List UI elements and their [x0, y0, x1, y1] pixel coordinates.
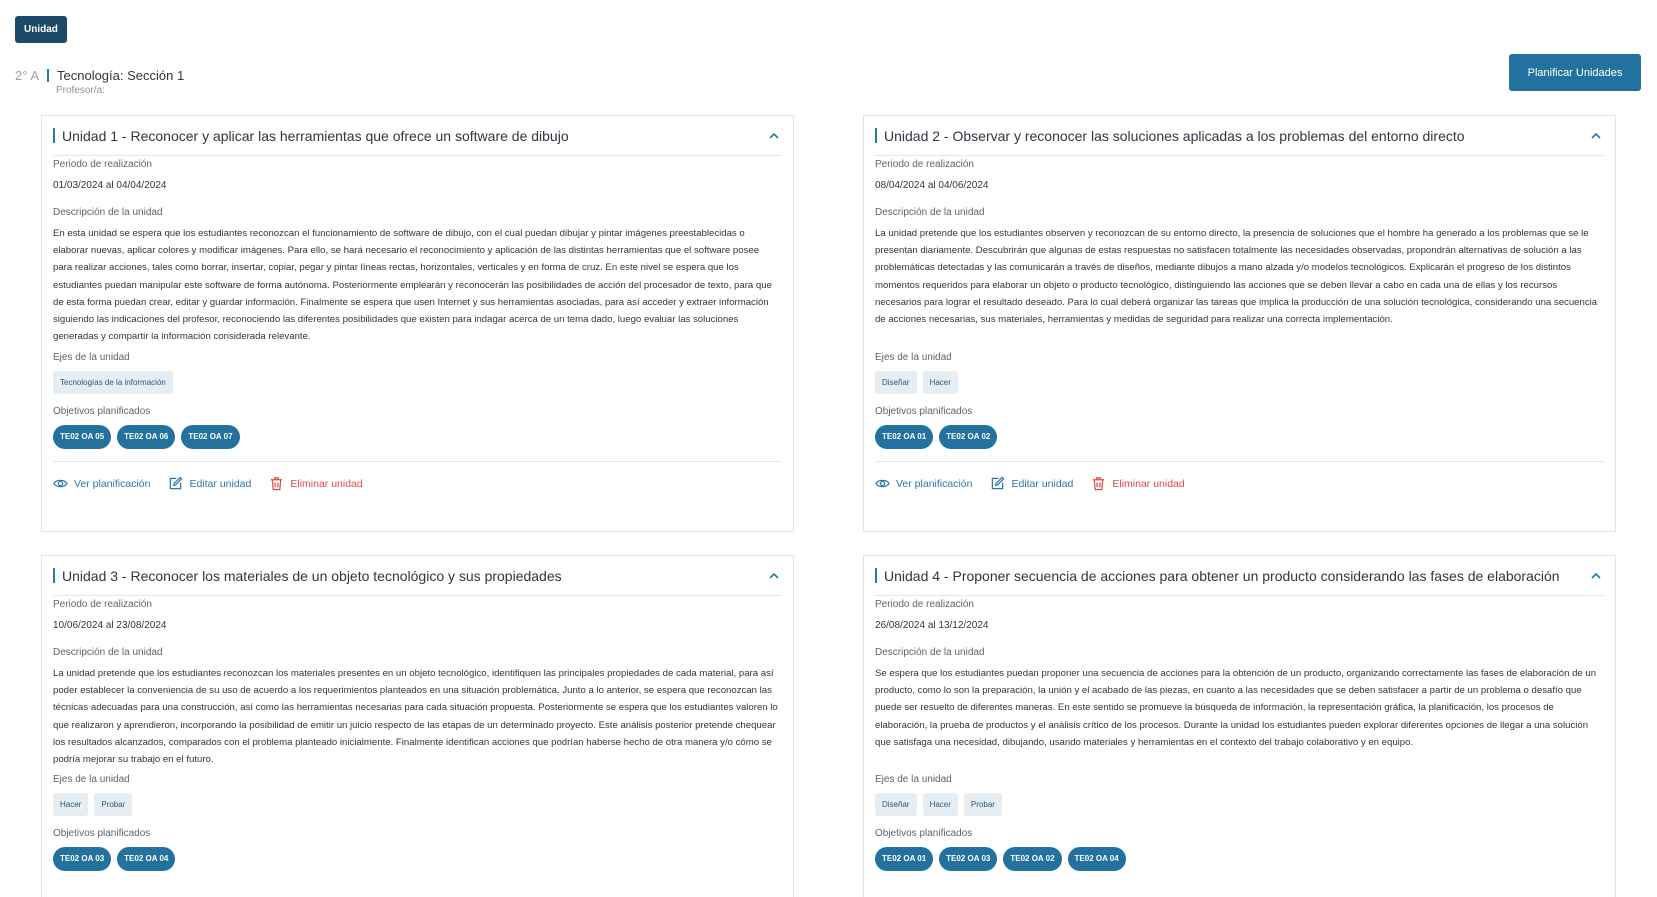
chevron-up-icon[interactable] [767, 569, 781, 583]
view-planning-label: Ver planificación [74, 477, 151, 490]
unit-description: Se espera que los estudiantes puedan proponer una secuencia de acciones para la obtención de un producto, organizando correctamente las fases de elaboración de un producto, como lo son la preparación, la unión y el acabado de las piezas, en cuanto a las necesidades que se deben satisfacer a partir de un problema o desafío que puede ser resuelto de diferentes maneras. En este sentido se promueve la búsqueda de información, la representación gráfica, la planificación, los procesos de elaboración, la prueba de productos y el análisis crítico de los procesos. Durante la unidad los estudiantes pueden explorar diferentes opciones de llegar a una solución que satisfaga una necesidad, dibujando, usando materiales y herramientas en el contexto del trabajo colaborativo y en equipo. [875, 668, 1597, 748]
description-label: Descripción de la unidad [875, 647, 985, 658]
objectives-list [53, 425, 240, 449]
axis-tag: Probar [964, 793, 1002, 816]
objective-chip[interactable]: TE02 OA 03 [939, 847, 997, 871]
card-divider [53, 461, 782, 462]
objective-chip[interactable]: TE02 OA 07 [181, 425, 239, 449]
period-value: 10/06/2024 al 23/08/2024 [53, 620, 167, 631]
axis-tag: Hacer [53, 793, 88, 816]
period-value: 01/03/2024 al 04/04/2024 [53, 180, 167, 191]
title-accent-bar [53, 568, 55, 583]
objective-chip[interactable]: TE02 OA 06 [117, 425, 175, 449]
objective-chip[interactable]: TE02 OA 02 [1003, 847, 1061, 871]
axis-tag: Tecnologías de la información [53, 371, 173, 394]
trash-icon [269, 476, 284, 491]
edit-icon [990, 476, 1005, 491]
objectives-list [875, 847, 1126, 871]
view-planning-link[interactable] [53, 476, 150, 491]
description-label: Descripción de la unidad [53, 207, 163, 218]
edit-unit-label: Editar unidad [189, 477, 252, 490]
axis-tag: Diseñar [875, 793, 917, 816]
period-label: Periodo de realización [875, 599, 974, 610]
axis-tag: Hacer [923, 371, 958, 394]
edit-unit-label: Editar unidad [1011, 477, 1074, 490]
delete-unit-label: Eliminar unidad [290, 477, 363, 490]
view-planning-label: Ver planificación [896, 477, 973, 490]
axis-tag: Probar [94, 793, 132, 816]
unit-badge: Unidad [15, 16, 67, 43]
unit-card [41, 555, 794, 897]
course-heading [15, 67, 184, 83]
axes-tags [875, 793, 1002, 816]
eye-icon [53, 476, 68, 491]
trash-icon [1091, 476, 1106, 491]
objective-chip[interactable]: TE02 OA 04 [117, 847, 175, 871]
unit-card [41, 115, 794, 532]
unit-description: La unidad pretende que los estudiantes observen y reconozcan de su entorno directo, la presencia de soluciones que el hombre ha generado a los problemas que se le presentan diariamente. Descubrirán que algunas de estas respuestas no satisfacen totalmente las necesidades observadas, propondrán alternativas de solución a las problemáticas detectadas y las comunicarán a través de diseños, mediante dibujos a mano alzada y/o modelos tecnológicos. Explicarán el progreso de los distintos momentos requeridos para elaborar un objeto o producto tecnológico, distinguiendo las acciones que se deben llevar a cabo en cada una de ellas y los recursos necesarios para lograr el resultado deseado. Para lo cual deberá organizar las tareas que implica la producción de una solución tecnológica, considerando una secuencia de acciones necesarias, sus materiales, herramientas y medidas de seguridad para realizar una correcta implementación. [875, 228, 1598, 326]
course-title: Tecnología: Sección 1 [57, 68, 185, 83]
title-accent-bar [53, 128, 55, 143]
period-label: Periodo de realización [875, 159, 974, 170]
axes-label: Ejes de la unidad [875, 352, 952, 363]
objective-chip[interactable]: TE02 OA 03 [53, 847, 111, 871]
axes-tags [53, 793, 132, 816]
objectives-label: Objetivos planificados [53, 828, 151, 839]
objectives-label: Objetivos planificados [875, 828, 973, 839]
edit-unit-link[interactable] [990, 476, 1073, 491]
unit-title: Unidad 4 - Proponer secuencia de acciones para obtener un producto considerando las fases de elaboración [884, 567, 1560, 584]
objectives-list [53, 847, 175, 871]
axis-tag: Diseñar [875, 371, 917, 394]
period-label: Periodo de realización [53, 159, 152, 170]
objective-chip[interactable]: TE02 OA 02 [939, 425, 997, 449]
delete-unit-link[interactable] [1091, 476, 1184, 491]
heading-separator [47, 69, 49, 82]
chevron-up-icon[interactable] [1589, 569, 1603, 583]
edit-unit-link[interactable] [168, 476, 251, 491]
period-label: Periodo de realización [53, 599, 152, 610]
unit-title: Unidad 2 - Observar y reconocer las soluciones aplicadas a los problemas del entorno directo [884, 127, 1465, 144]
card-divider [875, 461, 1604, 462]
objectives-label: Objetivos planificados [875, 406, 973, 417]
unit-card-header[interactable] [875, 556, 1604, 596]
axes-tags [875, 371, 958, 394]
plan-units-button[interactable]: Planificar Unidades [1509, 54, 1641, 91]
eye-icon [875, 476, 890, 491]
grade-label: 2° A [15, 68, 39, 83]
objectives-list [875, 425, 997, 449]
unit-card-header[interactable] [53, 556, 782, 596]
period-value: 08/04/2024 al 04/06/2024 [875, 180, 989, 191]
chevron-up-icon[interactable] [1589, 129, 1603, 143]
unit-description: En esta unidad se espera que los estudiantes reconozcan el funcionamiento de software de dibujo, con el cual puedan dibujar y pintar imágenes preestablecidas o elaborar nuevas, aplicar colores y modificar imágenes. Para ello, se hará necesario el reconocimiento y aplicación de las distintas herramientas que el software posee para realizar acciones, tales como borrar, insertar, copiar, pegar y pintar líneas rectas, horizontales, verticales y en forma de cruz. En este nivel se espera que los estudiantes puedan manipular este software de forma autónoma. Posteriormente emplearán y reconocerán las posibilidades de acción del procesador de texto, para que de esta forma puedan crear, editar y guardar información. Finalmente se espera que usen Internet y sus herramientas asociadas, para así acceder y extraer información siguiendo las indicaciones del profesor, reconociendo las diferentes posibilidades que existen para indagar acerca de un tema dado, luego evaluar las soluciones generadas y compartir la información considerada relevante. [53, 228, 772, 343]
unit-title: Unidad 1 - Reconocer y aplicar las herramientas que ofrece un software de dibujo [62, 127, 569, 144]
chevron-up-icon[interactable] [767, 129, 781, 143]
axes-label: Ejes de la unidad [53, 774, 130, 785]
delete-unit-label: Eliminar unidad [1112, 477, 1185, 490]
description-label: Descripción de la unidad [53, 647, 163, 658]
objective-chip[interactable]: TE02 OA 04 [1068, 847, 1126, 871]
description-label: Descripción de la unidad [875, 207, 985, 218]
title-accent-bar [875, 128, 877, 143]
axes-label: Ejes de la unidad [875, 774, 952, 785]
period-value: 26/08/2024 al 13/12/2024 [875, 620, 989, 631]
title-accent-bar [875, 568, 877, 583]
axis-tag: Hacer [923, 793, 958, 816]
unit-card-header[interactable] [875, 116, 1604, 156]
objective-chip[interactable]: TE02 OA 01 [875, 425, 933, 449]
objective-chip[interactable]: TE02 OA 05 [53, 425, 111, 449]
unit-description: La unidad pretende que los estudiantes reconozcan los materiales presentes en un objeto tecnológico, identifiquen las principales propiedades de cada material, para así poder establecer la conveniencia de su uso de acuerdo a los requerimientos planteados en una situación problemática. Junto a lo anterior, se espera que reconozcan las técnicas adecuadas para una construcción, así como las herramientas necesarias para cada situación propuesta. Posteriormente se espera que los estudiantes valoren lo que realizaron y aprendieron, incorporando la posibilidad de emitir un juicio respecto de las etapas de un determinado proyecto. Este análisis posterior pretende chequear los resultados alcanzados, comparados con el problema planteado inicialmente. Finalmente identifican acciones que podrían haberse hecho de otra manera y/o cómo se podría mejorar su trabajo en el futuro. [53, 668, 778, 766]
objectives-label: Objetivos planificados [53, 406, 151, 417]
unit-title: Unidad 3 - Reconocer los materiales de un objeto tecnológico y sus propiedades [62, 567, 562, 584]
axes-label: Ejes de la unidad [53, 352, 130, 363]
card-actions [875, 476, 1185, 491]
card-actions [53, 476, 363, 491]
axes-tags [53, 371, 173, 394]
unit-card [863, 115, 1616, 532]
objective-chip[interactable]: TE02 OA 01 [875, 847, 933, 871]
unit-card [863, 555, 1616, 897]
edit-icon [168, 476, 183, 491]
delete-unit-link[interactable] [269, 476, 362, 491]
teacher-label: Profesor/a: [56, 85, 105, 96]
unit-card-header[interactable] [53, 116, 782, 156]
view-planning-link[interactable] [875, 476, 972, 491]
